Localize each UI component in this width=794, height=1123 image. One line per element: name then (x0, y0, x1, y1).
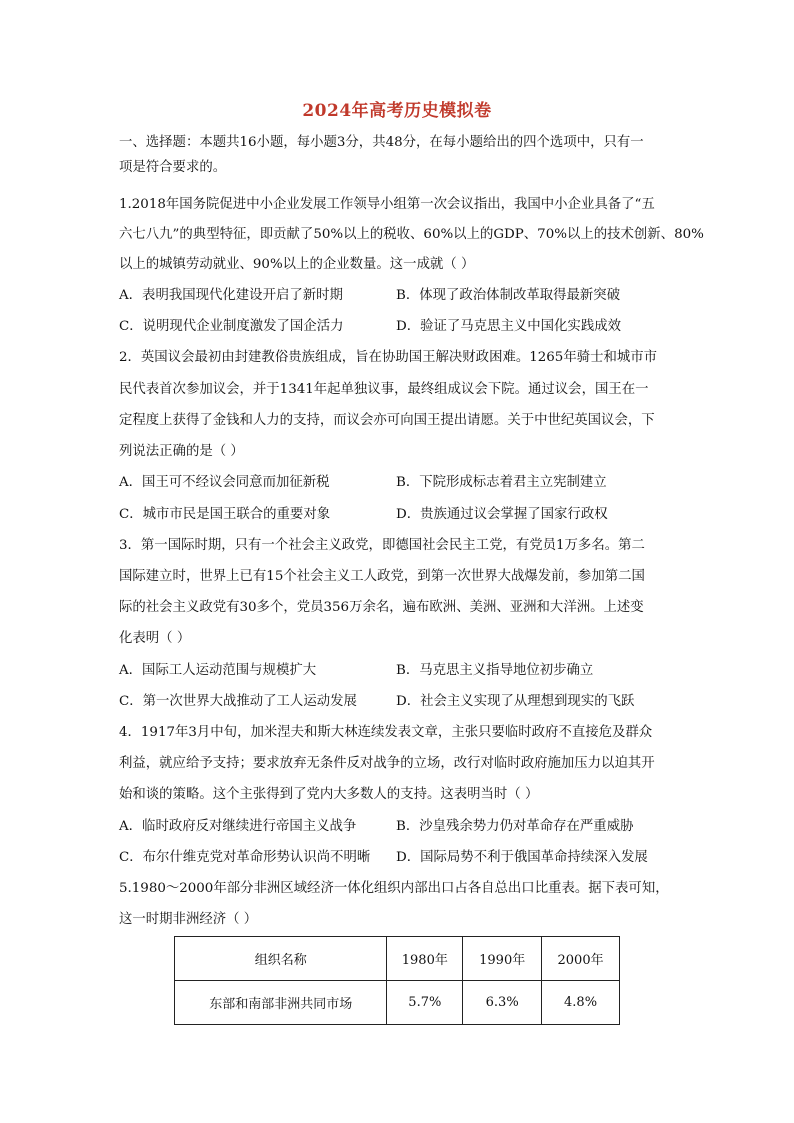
q5-stem-line-1: 5.1980～2000年部分非洲区域经济一体化组织内部出口占各自总出口比重表。据下表可知， (119, 881, 669, 896)
page-title: 2024年高考历史模拟卷 (302, 101, 492, 121)
q1-stem-line-3: 以上的城镇劳动就业、90%以上的企业数量。这一成就（ ） (119, 257, 475, 272)
q1-stem-line-2: 六七八九”的典型特征，即贡献了50%以上的税收、60%以上的GDP、70%以上的技术创新、80% (119, 227, 704, 242)
table-cell: 6.3% (463, 981, 542, 1025)
q3-option-d: D．社会主义实现了从理想到现实的飞跃 (396, 694, 635, 709)
q4-stem-line-3: 始和谈的策略。这个主张得到了党内大多数人的支持。这表明当时（ ） (119, 787, 539, 802)
table-header-row (175, 937, 620, 981)
q2-stem-line-3: 定程度上获得了金钱和人力的支持，而议会亦可向国王提出请愿。关于中世纪英国议会，下 (119, 413, 655, 428)
q2-option-c: C．城市市民是国王联合的重要对象 (119, 507, 331, 522)
table-cell: 4.8% (542, 981, 620, 1025)
q3-option-a: A．国际工人运动范围与规模扩大 (119, 663, 317, 678)
q3-stem-line-3: 际的社会主义政党有30多个，党员356万余名，遍布欧洲、美洲、亚洲和大洋洲。上述变 (119, 600, 644, 615)
table-header-cell: 1980年 (387, 937, 463, 981)
table-row (175, 981, 620, 1025)
q3-stem-line-1: 3．第一国际时期，只有一个社会主义政党，即德国社会民主工党，有党员1万多名。第二 (119, 538, 645, 553)
table-cell: 东部和南部非洲共同市场 (175, 981, 387, 1025)
section-instruction-line-2: 项是符合要求的。 (119, 160, 227, 175)
table-header-cell: 1990年 (463, 937, 542, 981)
table-header-cell: 2000年 (542, 937, 620, 981)
q1-option-b: B．体现了政治体制改革取得最新突破 (396, 288, 621, 303)
q4-stem-line-2: 利益，就应给予支持；要求放弃无条件反对战争的立场，改行对临时政府施加压力以迫其开 (119, 756, 655, 771)
q4-option-a: A．临时政府反对继续进行帝国主义战争 (119, 819, 357, 834)
q2-option-b: B．下院形成标志着君主立宪制建立 (396, 475, 607, 490)
q1-option-d: D．验证了马克思主义中国化实践成效 (396, 319, 621, 334)
q2-option-a: A．国王可不经议会同意而加征新税 (119, 475, 330, 490)
q3-stem-line-2: 国际建立时，世界上已有15个社会主义工人政党，到第一次世界大战爆发前，参加第二国 (119, 569, 645, 584)
q1-option-a: A．表明我国现代化建设开启了新时期 (119, 288, 343, 303)
q3-option-c: C．第一次世界大战推动了工人运动发展 (119, 694, 357, 709)
q2-stem-line-1: 2．英国议会最初由封建教俗贵族组成，旨在协助国王解决财政困难。1265年骑士和城市市 (119, 350, 658, 365)
q2-stem-line-2: 民代表首次参加议会，并于1341年起单独议事，最终组成议会下院。通过议会，国王在一 (119, 382, 649, 397)
q1-option-c: C．说明现代企业制度激发了国企活力 (119, 319, 344, 334)
table-cell: 5.7% (387, 981, 463, 1025)
q3-option-b: B．马克思主义指导地位初步确立 (396, 663, 594, 678)
trade-share-table (174, 936, 620, 1025)
q2-option-d: D．贵族通过议会掌握了国家行政权 (396, 507, 608, 522)
table-header-cell: 组织名称 (175, 937, 387, 981)
q4-option-c: C．布尔什维克党对革命形势认识尚不明晰 (119, 850, 371, 865)
section-instruction-line-1: 一、选择题：本题共16小题，每小题3分，共48分，在每小题给出的四个选项中，只有一 (119, 135, 644, 150)
q4-option-b: B．沙皇残余势力仍对革命存在严重威胁 (396, 819, 634, 834)
q5-stem-line-2: 这一时期非洲经济（ ） (119, 912, 258, 927)
q2-stem-line-4: 列说法正确的是（ ） (119, 444, 244, 459)
q4-option-d: D．国际局势不利于俄国革命持续深入发展 (396, 850, 648, 865)
q3-stem-line-4: 化表明（ ） (119, 631, 191, 646)
q4-stem-line-1: 4．1917年3月中旬，加米涅夫和斯大林连续发表文章，主张只要临时政府不直接危及群众 (119, 725, 653, 740)
q1-stem-line-1: 1.2018年国务院促进中小企业发展工作领导小组第一次会议指出，我国中小企业具备了“五 (119, 197, 655, 212)
